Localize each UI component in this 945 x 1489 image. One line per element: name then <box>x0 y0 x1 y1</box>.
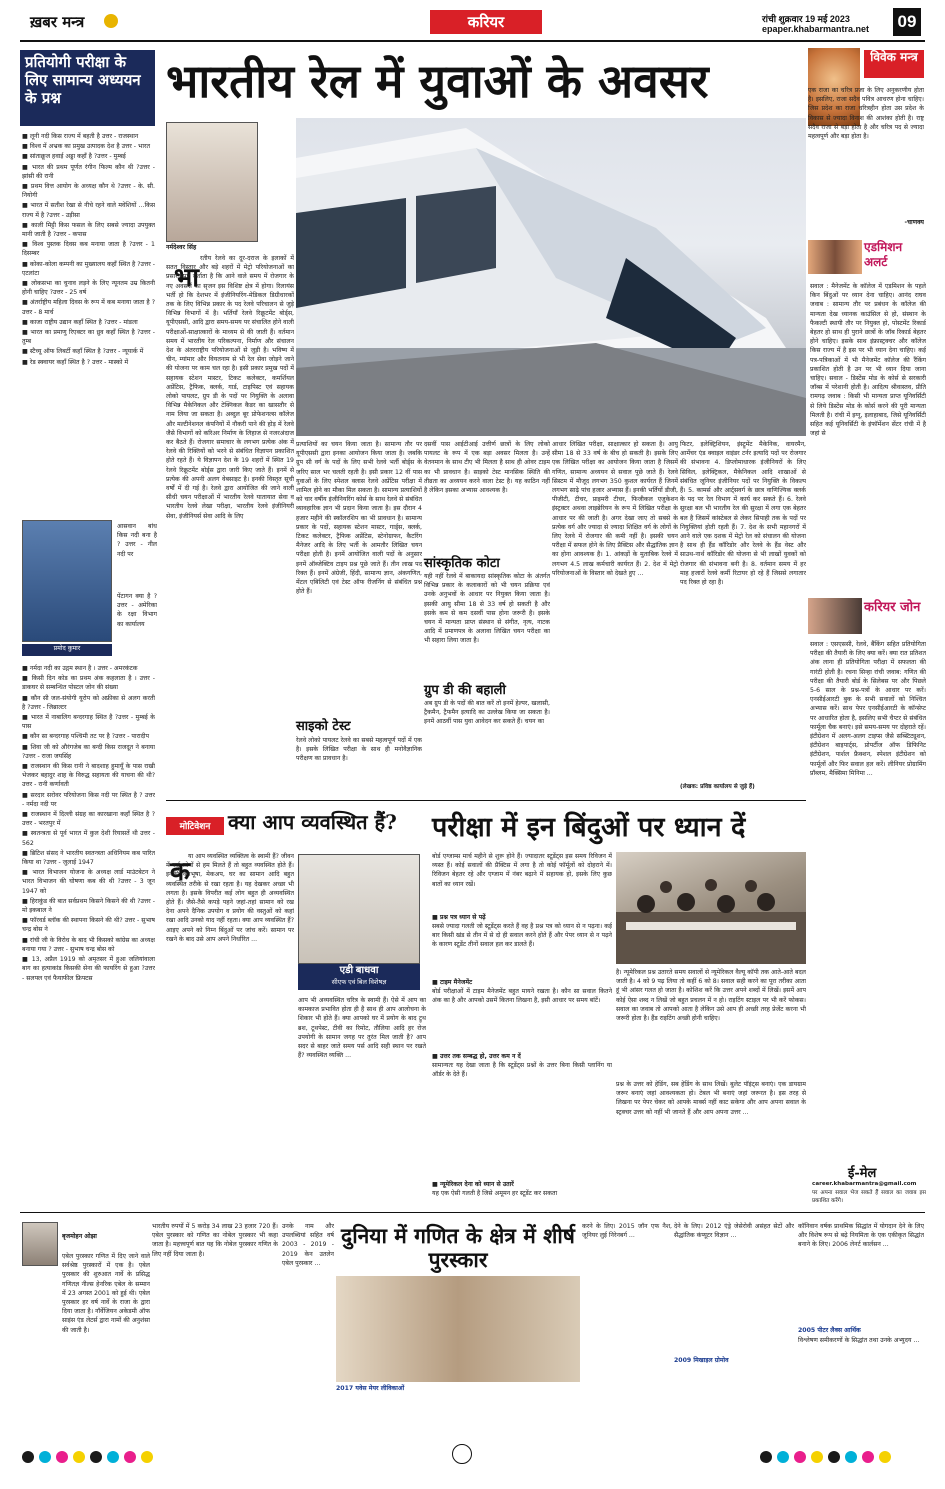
heading-cultural-quota: सांस्कृतिक कोटा <box>424 556 500 571</box>
photo-role: सीएफ एवं बिल विशेषज्ञ <box>331 979 387 986</box>
quiz-item: ■ 13, अप्रैल 1919 को अमृतसर में हुआ जलियांवाला बाग का हत्याकांड किसकी सेना की फायरिंग से हुआ ?उत्तर - सलफ्ल एवं फैयाफील फ्रिफ्टस <box>22 956 155 982</box>
quiz-item: ■ स्वतन्त्रता से पूर्व भारत में कुल देशी रियासतें थी उत्तर - 562 <box>22 830 155 847</box>
section-tag: करियर <box>430 10 542 34</box>
career-zone-title: करियर जोन <box>864 600 921 615</box>
train-photo <box>296 118 806 436</box>
quiz-item: ■ नर्मदा नदी का उद्गम स्थान है । उत्तर - अमरकंटक <box>22 665 138 672</box>
exam-column-2: प्रश्न के उत्तर को हेडिंग, सब हेडिंग के साथ लिखें। बुलेट पॉइंट्स बनाएं। एक डायग्राम जरूर बनाएं जहां आवश्यकता हो। टेबल भी बनाएं जहां जरूरत है। इस तरह से लिखना पर पेपर चेकर को आपके मार्क्स नहीं काट सकेगा और आप अपना सवाल के स्ट्रक्चर उत्तर को नहीं भी जानते हैं और आप अपना उत्तर ... <box>616 1081 806 1116</box>
motivation-header <box>166 808 426 844</box>
logo-circle-icon <box>104 14 118 28</box>
photo-name: एडी बाधवा <box>339 965 379 976</box>
exam-column-1: है। न्यूमेरिकल प्रश्न उतारते समय सवालों से न्यूमेरिकल वैल्यू कॉपी तक आते-आते बदल जाती है। 4 को 9 पढ़ लिया तो कहीं 6 को 8। सवाल सही करने का पूरा तरीका आता हूं भी आंसर गलत हो जाता है। कोशिश करें कि उत्तर अपने शब्दों में लिखें। इसमें आप कोई ऐसा शब्द न लिखें जो बहुत प्रचलन में न हो। राइटिंग स्टाइल पर भी करें फोकस। सवाल का जवाब तो आपको आता है लेकिन उसे आप ही अच्छी तरह प्रेजेंट करना भी जरूरी होता है। हैंड राइटिंग अच्छी होनी चाहिए। <box>616 969 806 1023</box>
email-note: पर अपना सवाल भेज सकते हैं सवाल का जवाब इस प्रकाशित करेंगे। <box>812 1190 926 1204</box>
epaper-url[interactable]: epaper.khabarmantra.net <box>762 24 870 34</box>
motivation-photo-caption <box>298 964 420 990</box>
quiz-item: ■ फॉरवर्ड ब्लॉक की स्थापना किसने की थी? उत्तर - सुभाष चन्द्र बोस ने <box>22 917 155 934</box>
color-dot <box>107 1451 119 1463</box>
exam-point-2-title: टाइम मैनेजमेंट <box>440 979 473 986</box>
color-dot <box>862 1451 874 1463</box>
exam-point-1-text: सबसे ज्यादा गलती जो स्टूडेंट्स करते हैं वह है प्रश्न पत्र को ध्यान से न पढ़ना। कई बार किसी खंड से तीन में से दो ही सवाल करने होते हैं और पेपर ध्यान से न पढ़ने के कारण स्टूडेंट तीनों सवाल हल कर डालते हैं। <box>432 923 612 949</box>
motivation-column-2: आप भी अव्यवस्थित चरित्र के स्वामी हैं। ऐसे में आप का कामकाज प्रभावित होता ही है साथ ही आप आलोचना के शिकार भी होते हैं। क्या आपको घर में प्रयोग के बाद ट्रुथ ब्रश, टूथपेस्ट, टीवी का रिमोट, तौलिया आदि हर रोज उपयोगी के सामान जगह पर तुरंत मिल जाती है? आप सदर से बाहर जाते समय पर्स आदि सही स्थान पर रखते हैं? व्यवस्थित व्यक्ति ... <box>298 997 426 1060</box>
exam-point-4: ■ न्यूमेरिकल देना को ध्यान से उतारें <box>432 1181 514 1188</box>
quiz-item: ■ राजस्थान में दिल्ली संग्रह का कारखाना कहाँ स्थित है ?उत्तर - भरतपुर में <box>22 811 155 828</box>
admission-text: सवाल : मैनेजमेंट के कॉलेज में एडमिशन के पहले किन बिंदुओं पर ध्यान देना चाहिए। आनंद राघव जवाब : सामान्य तौर पर प्रबंधन के कॉलेज की मान्यता देख ध्यानक काउंसिल से हो, संस्थान के फैकल्टी स्थायी तौर पर नियुक्त हो, पोस्टमेंट रिकार्ड बेहतर हो साथ ही पुराने छात्रों के जॉब रिकार्ड बेहतर होने चाहिए। इसके साथ इंफ्रास्ट्रक्चर और कॉलेज किस राज्य में है इस पर भी ध्यान देना चाहिए। कई पत्र-पत्रिकाओं में भी मैनेजमेंट कॉलेज की रैंकिंग प्रकाशित होती है उन पर भी ध्यान दिया जाना चाहिए। सवाल - डिस्टेंस मोड के कोर्स से सरकारी जॉब्स में परेशानी होती है। आदित्य श्रीवास्तव, प्रीति रामगढ़ जवाब : किसी भी मान्यता प्राप्त यूनिवर्सिटी से लिये डिस्टेंस मोड के कोर्स करने की पूरी मान्यता मिलती है। रांची में इग्नू, इलाहाबाद, जिसे यूनिवर्सिटी सहित कई यूनिवर्सिटी के इंफॉर्मेशन सेंटर रांची में है जहां से <box>810 283 926 438</box>
motivation-photo <box>298 854 420 964</box>
quiz-item: ■ राजस्थान की किस रानी ने बादशाह हुमायूँ के पास राखी भेजकर बहादुर शाह के विरुद्ध सहायता की याचना की थी?उत्तर - रानी कर्णावती <box>22 763 155 789</box>
quiz-item: ■ भारत का प्रमाणु रिएक्टर का ध्रुव कहाँ स्थित है ?उत्तर - तुम्ब <box>22 329 155 346</box>
color-dot <box>811 1451 823 1463</box>
color-dot <box>90 1451 102 1463</box>
quiz-item: ■ भारत की प्रथम पूर्णत रंगीन फिल्म कौन थी ?उत्तर - झांसी की रानी <box>22 163 155 180</box>
bottom-column-2: भारतीय रुपयों में 5 करोड़ 34 लाख 23 हजार 720 हैं। एबेल पुरस्कार को गणित का नोबेल पुरस्कार भी कहा जाता है। महत्त्वपूर्ण बात यह कि नोबेल पुरस्कार गणित के लिए नहीं दिया जाता है। <box>152 1223 278 1258</box>
heading-group-d: ग्रुप डी की बहाली <box>424 683 506 698</box>
motivation-column-1: या आप व्यवस्थित व्यक्तित्व के स्वामी हैं? जीवन में कई लोगों से हम मिलते हैं तो बहुत व्यवस्थित होते हैं। इनकी वेशभूषा, मेकअप, घर का सामान आदि बहुत व्यवस्थित तरीके से रखा रहता है। यह देखकर अच्छा भी लगता है। इसके विपरीत कई लोग बहुत ही अव्यवस्थित होते हैं। जैसे-तैसे कपड़े पहने जहां-तहां सामान को रख देना अपने दैनिक उपयोग व प्रयोग की वस्तुओं को कहां रखा आदि उनको याद नहीं रहता। क्या आप व्यवस्थित हैं? आइए अपने को निम्न बिंदुओं पर जांच करें। सामान पर रखने के बाद उसे आप अपने निर्धारित ... <box>166 853 294 943</box>
vivek-title: विवेक मन्त्र <box>864 50 924 78</box>
exam-intro: बोर्ड एग्जाम्स मार्च महीने से शुरू होने हैं। ज्यादातर स्टूडेंट्स इस समय रिविजन में व्यस्त हैं। कोई सवालों की प्रैक्टिस में लगा है तो कोई फॉर्मूलों को दोहराने में। रिविजन बेहतर रहे और एग्जाम में नंबर बढ़ाने में सहायक हो, इसके लिए कुछ बातों का ध्यान रखें। <box>432 853 612 888</box>
exam-point-1: ■ प्रश्न पत्र ध्यान से पढ़ें <box>432 914 486 921</box>
story-credit: (लेखक: प्रविष्ठ कार्यालय से जुड़े हैं) <box>680 784 755 790</box>
quiz-item: ■ शिवा जी को औरंगजेब का बन्दी किस राजदूत ने बनाया ?उत्तर - राजा जयसिंह <box>22 743 155 760</box>
story-column-1: रतीय रेलवे का दूर-दराज के इलाकों में सतत विस्तार और बड़े शहरों में मेट्रो परियोजनाओं का प्रसार स्पष्ट दर्शाता है कि आने वाले समय में रोजगार के नए अवसरों का सृजन इस विशिष्ट क्षेत्र में होगा। रिलायंस भर्ती हो कि देशभर में इंजीनियरिंग-मेडिकल डिग्रीधारकों तक के लिए विभिन्न प्रकार के पद रेलवे परिचालन से जुड़े विभिन्न विभागों में है। भर्तियाँ रेलवे रिक्रूटमेंट बोर्ड्स, यूपीएससी, आदि द्वारा समय-समय पर संचालित होने वाली परीक्षाओं-साक्षात्कारों के माध्यम से की जाती हैं। वर्तमान समय में भारतीय रेल परिकल्पना, निर्माण और संचालन देश के अंतरराष्ट्रीय परियोजनाओं से जुड़ी है। भविष्य में चीन, म्यांमार और वियतनाम से भी रेल सेवा जोड़ने जाने की योजना पर काम चल रहा है। इसी प्रकार प्रमुख पदों में सहायक स्टेशन मास्टर, टिकट कलेक्टर, कमर्शियल अप्रेंटिस, ट्रैफिक, क्लर्क, गार्ड, टाइपिस्ट एवं सहायक लोको पायलट, ग्रुप डी के पदों पर नियुक्ति के अलावा विभिन्न मैकेनिकल और टेक्निकल कैडर का खासतौर से नाम लिया जा सकता है। अब्दुल बूर प्रोफेशनल्स कॉलेज और मल्टीनेशनल कंपनियों में नौकरी पाने की होड़ में रेलवे जैसे विभागों को करिअर निर्माण के लिहाज से नजरअंदाज कर बैठते हैं। रोजगार समाचार के लगभग प्रत्येक अंक में रेलवे की रिक्तियों को भरने से संबंधित विज्ञापन प्रकाशित होते रहते हैं। ये विज्ञापन देश के 19 शहरों में स्थित 19 रेलवे रिक्रूटमेंट बोर्ड्स द्वारा जारी किए जाते हैं। इनमें से प्रत्येक की अपनी अलग वेबसाइट है। इनकी विस्तृत सूची वर्षों में दी गई है। रेलवे द्वारा आयोजित की जाने वाली सीधी चयन परीक्षाओं में भारतीय रेलवे यातायात सेवा व भारतीय रेलवे लेखा परीक्षा, भारतीय रेलवे इंजीनियरी सेवा, इंजीनियर्स सेवा आदि के लिए <box>166 255 294 520</box>
bottom-column-6: कॉनिवान वर्षक प्राथमिक सिद्धांत में योगदान देने के लिए और विशेष रूप से बढ़े नियमिता के एक एकीकृत सिद्धांत बनाने के लिए। 2006 लेनर्ट कार्लसन ... <box>798 1223 924 1249</box>
dateline: रांची शुक्रवार 19 मई 2023 <box>762 14 850 24</box>
bottom-mid-heading: 2017 यवेस मेयर लीविकाओं <box>336 1385 405 1392</box>
color-dot <box>73 1451 85 1463</box>
masthead <box>0 0 945 42</box>
side-question-2: पेंटागन क्या है ? उत्तर - अमेरिका के रक्षा विभाग का कार्यालय <box>117 593 157 628</box>
color-dot <box>845 1451 857 1463</box>
quiz-item: ■ कोका-कोला कम्पनी का मुख्यालय कहाँ स्थित है ?उत्तर - एटलांटा <box>22 260 155 277</box>
admission-header <box>808 238 926 278</box>
quiz-item: ■ कौन सा बन्दरगाह पश्चिमी तट पर है ?उत्तर - पारादीप <box>22 733 150 741</box>
color-dot <box>777 1451 789 1463</box>
quiz-item: ■ सरदार सरोवर परियोजना किस नदी पर स्थित है ? उत्तर - नर्मदा नदी पर <box>22 791 155 808</box>
exam-title: परीक्षा में इन बिंदुओं पर ध्यान दें <box>432 812 746 843</box>
divider <box>20 1212 925 1213</box>
quiz-item: ■ भारत में नाबालिग बन्दरगाह स्थित है ?उत्तर - मुम्बई के पास <box>22 714 155 731</box>
exam-point-1-title: प्रश्न पत्र ध्यान से पढ़ें <box>440 914 486 921</box>
heading-psycho-test: साइको टेस्ट <box>296 719 351 734</box>
color-dot <box>794 1451 806 1463</box>
train-illustration <box>296 118 806 436</box>
quiz-item: ■ काली मिट्टी किस फसल के लिए सबसे ज्यादा उपयुक्त मानी जाती है ?उत्तर - कपास <box>22 221 155 239</box>
exam-point-3-title: उत्तर तक सम्बद्ध हो, उत्तर कम न दें <box>440 1053 521 1060</box>
quiz-item: ■ रेड स्क्वायर कहाँ स्थित है ? उत्तर - मास्को में <box>22 358 129 366</box>
color-dot <box>828 1451 840 1463</box>
registration-mark-icon <box>452 1444 472 1464</box>
story-column-4: आधार लिखित परीक्षा, साक्षात्कार हो सकता है। आयु सीमा 18 से 33 वर्ष के बीच हो सकती है। इसके लिए एक लिखित परीक्षा का आयोजन किया जाता है जिसमें गणित, सामान्य अध्ययन से सवाल पूछे जाते हैं। रेलवे सिस्टम में मौजूद लगभग 350 कुशल कार्यरत हैं जिनमें लगभग साढ़े पांच हजार अभ्यास हैं। इनकी भर्तियों डीजी, पीजीटी, टीचर, प्राइमरी टीचर, फिजीकल एजुकेशन इंस्ट्रक्टर अथवा लाइब्रेरियन के रूप में लिखित परीक्षा के आधार पर की जाती है। अगर देखा जाए तो सबसे के प्रत्येक वर्ग और ज्यादा से ज्यादा शिक्षित वर्ग के लोगों के लिए रेलवे में रोजगार की कमी नहीं है। इसकी चयन परीक्षा में सफल होने के लिए प्रैक्टिस और सैद्धांतिक ज्ञान का होना आवश्यक है। 1. आंकड़ों के मुताबिक रेलवे में लगभग 4.5 लाख कर्मचारी कार्यरत हैं। 2. देश में मेट्रो परियोजनाओं के विस्तार को देखते हुए ... <box>552 441 678 577</box>
footer-color-dots-left <box>22 1448 202 1462</box>
bottom-title: दुनिया में गणित के क्षेत्र में शीर्ष पुरस्कार <box>341 1223 575 1272</box>
side-question: आसवान बांध किस नदी बना है ? उत्तर - नील नदी पर <box>117 523 157 558</box>
exam-point-3-text: सामान्यतः यह देखा जाता है कि स्टूडेंट्स प्रश्नों के उत्तर बिना किसी प्लानिंग या ऑर्डर के देते हैं। <box>432 1062 612 1079</box>
color-dot <box>141 1451 153 1463</box>
bottom-peter-heading: 2005 पीटर लैक्स आर्थिक <box>798 1327 861 1334</box>
quiz-item: ■ विश्व पुस्तक दिवस कब मनाया जाता है ?उत्तर - 1 दिसम्बर <box>22 241 155 258</box>
quiz-item: ■ कौन सी जल-संयोगी यूरोप को अफ्रीका से अलग करती है ?उत्तर - जिब्राल्टर <box>22 694 155 711</box>
exam-point-2-text: बोर्ड परीक्षाओं में टाइम मैनेजमेंट बहुत मायने रखता है। कौन सा सवाल कितने अंक का है और आपको उसमें कितना लिखना है, इसी आधार पर समय बांटें। <box>432 988 612 1005</box>
bottom-column-3: उनके नाम और उपलब्धियां सहित वर्ष 2003 - 2019 - 2019 केन उतलेन एबेल पुरस्कार ... <box>282 1223 334 1267</box>
exam-point-4-title: न्यूमेरिकल देना को ध्यान से उतारें <box>440 1181 514 1188</box>
students-illustration <box>808 240 862 274</box>
color-dot <box>39 1451 51 1463</box>
exam-point-4-text: यह एक ऐसी गलती है जिसे अमूमन हर स्टूडेंट कर सकता <box>432 1190 558 1197</box>
psycho-test-text: रेलवे लोको पायलट रेलवे का सबसे महत्वपूर्ण पदों में एक है। इसके लिखित परीक्षा के साथ ही मनोवैज्ञानिक परीक्षण का प्रावधान है। <box>296 737 422 763</box>
quiz-item: ■ किसी दिन कोड का प्रथम अंक कहलाता है । उत्तर - डाकघर से सम्बन्धित पोस्टल जोन की संख्या <box>22 675 155 692</box>
bottom-column-6b: विश्लेषण समीकरणों के सिद्धांत तथा उनके अभ्युदय ... <box>798 1337 920 1344</box>
quiz-item: ■ स्टैच्यू ऑफ लिबर्टी कहाँ स्थित है ?उत्तर - न्यूयार्क में <box>22 348 144 356</box>
quiz-item: ■ भारत विभाजन योजना के अध्यक्ष लार्ड माउंटबेटन ने भारत विभाजन की घोषणा कब की थी ?उत्तर - 3 जून 1947 को <box>22 869 155 895</box>
vivek-author: -चाणक्य <box>904 219 924 226</box>
color-dot <box>22 1451 34 1463</box>
vivek-text: एक राजा का चरित्र प्रजा के लिए अनुकरणीय होता है। इसलिए, राजा सदैव पवित्र आचरण होना चाहिए। जिस प्रदेश का राजा चरित्रहीन होता उस प्रदेश के विकास से ज्यादा विनाश की आशंका होती है। राष्ट्र सदैव राजा से बड़ा होता है और चरित्र पद से ज्यादा महत्वपूर्ण और बड़ा होता है। <box>808 87 924 141</box>
story-column-2: प्रत्याशियों का चयन किया जाता है। सामान्य तौर पर यूपीएससी द्वारा इनका आयोजन किया जाता है। जबकि ग्रुप सी वर्ग के पदों के लिए सभी रेलवे भर्ती बोर्ड्स के जरिए साल भर चलती रहती है। इसी प्रकार 12 वीं पास युवाओं के लिए स्पेशल क्लास रेलवे अप्रेंटिस परीक्षा में शामिल होने का मौका मिल सकता है। सामान्य प्रत्याशियों को चार वर्षीय इंजीनियरिंग कोर्स के साथ रेलवे से संबंधित व्यावहारिक ज्ञान भी प्रदान किया जाता है। इस दौरान 4 हजार महीने की स्कॉलरशिप का भी प्रावधान है। सामान्य प्रकार के पदों, सहायक स्टेशन मास्टर, गार्ड्स, क्लर्क, टिकट कलेक्टर, ट्रैफिक अप्रेंटिस, स्टेनोग्राफर, कैटरिंग मैनेजर आदि के लिए भर्ती के आमतौर लिखित चयन परीक्षा होती है। इनमें आयोजित वाली पदों के अनुसार इनमें ऑब्जेक्टिव टाइप प्रश्न पूछे जाते हैं। तीन लाख पद रिक्त हैं। इनमें अंग्रेजी, हिंदी, सामान्य ज्ञान, अंकगणित, मेंटल एबिलिटी एवं टेस्ट ऑफ रीजनिंग से संबंधित प्रश्न होते हैं। <box>296 441 422 596</box>
quiz-item: ■ लोकसभा का चुनाव लड़ने के लिए न्यूनतम उम्र कितनी होनी चाहिए ?उत्तर - 25 वर्ष <box>22 280 155 297</box>
author-photo-main <box>166 122 258 242</box>
color-dot <box>124 1451 136 1463</box>
quiz-item: ■ सांताक्रूज हवाई अड्डा कहाँ है ?उत्तर - मुम्बई <box>22 153 126 161</box>
left-column-title: प्रतियोगी परीक्षा के लिए सामान्य अध्ययन के प्रश्न <box>20 50 155 126</box>
author-photo <box>22 520 112 642</box>
email-address[interactable]: career.khabarmantra@gmail.com <box>812 1181 917 1187</box>
color-dot <box>760 1451 772 1463</box>
group-d-text: अब ग्रुप डी के पदों की बात करें तो इनमें हेल्पर, खलासी, ट्रैकमैन, ट्रैफमैन इत्यादि का उल्लेख किया जा सकता है। इनमें आठवीं पास युवा आवेदन कर सकते हैं। चयन का <box>424 700 550 726</box>
exam-hall-photo <box>616 852 806 964</box>
quiz-list <box>22 132 155 517</box>
dropcap: भा <box>174 263 200 293</box>
bottom-column-1: एबेल पुरस्कार गणित में दिए जाने वाले सर्वश्रेष्ठ पुरस्कारों में एक है। एबेल पुरस्कार की शुरुआत नार्वे के प्रसिद्ध गणितज्ञ नील्स हेनरिक एबेल के सम्मान में 23 अगस्त 2001 को हुई थी। एबेल पुरस्कार हर वर्ष नार्वे के राजा के द्वारा दिया जाता है। नॉर्वेजियन अकेडमी ऑफ साइंस एंड लेटर्स द्वारा नामों की अनुशंसा की जाती है। <box>62 1253 150 1334</box>
divider <box>166 800 806 801</box>
quiz-item: ■ लूनी नदी किस राज्य में बहती है उत्तर - राजस्थान <box>22 133 139 140</box>
quiz-item: ■ अंतर्राष्ट्रीय महिला दिवस के रूप में कब मनाया जाता है ?उत्तर - 8 मार्च <box>22 299 155 316</box>
bottom-author-name: बृजमोहन ओझा <box>62 1233 97 1240</box>
quiz-item: ■ काजा राष्ट्रीय उद्यान कहाँ स्थित है ?उत्तर - मांडला <box>22 318 138 326</box>
quiz-item: ■ प्रथम वित्त आयोग के अध्यक्ष कौन थे ?उत्तर - के. सी. नियोगी <box>22 183 155 200</box>
main-headline: भारतीय रेल में युवाओं के अवसर <box>166 54 709 108</box>
quiz-item: ■ भारत में सतीश रेखा से नीचे रहने वाले मवेशियों ...किस राज्य में है ?उत्तर - उड़ीसा <box>22 202 155 219</box>
motivation-dropcap: क <box>170 857 190 887</box>
story-column-5: फिटर, इलेक्ट्रिशियन, इंस्ट्रूमेंट मैकेनिक, वायरमैन, आर्मेचर एंड क्वाइल वाइंडर टर्नर इत्यादि पदों पर रोजगार की संभावना 4. डिप्लोमाधारक इंजीनियरों के लिए सिविल, इलेक्ट्रिकल, मैकेनिकल आदि शाखाओं से संबंधित जूनियर इंजीनियर पदों पर नियुक्ति के विकल्प हैं। 5. कामर्स और आर्ट्सवर्ग के छात्र वाणिज्यिक क्लर्क के पद पर रेल विभाग में कार्य कर सकते हैं। 6. रेलवे सुरक्षा बल भी भारतीय रेल की सुरक्षा में लगा एक बेहतर बल है जिसमें कांस्टेबल से लेकर सिपाही तक के पदों पर नियुक्तियां होती रहती हैं। 7. देश के सभी महानगरों में आने वाले एक दशक में मेट्रो रेल को संचालन की योजना है साथ ही हैंड कॉरिडोर और रेलवे के हैंड वेस्ट और साउथ-नार्थ कॉरिडोर की योजना से भी लाखों युवकों को रोजगार की संभावना बनी है। 8. वर्तमान समय में हर माह हजारों रेलवे कर्मी रिटायर हो रहे हैं जिससे लगातार पद रिक्त हो रहा है। <box>680 441 806 587</box>
color-dot <box>879 1451 891 1463</box>
career-zone-text: सवाल : एसएससी, रेलवे, बैंकिंग सहित प्रतियोगिता परीक्षा की तैयारी के लिए क्या करें। क्या रात प्रतिशत अंक लाना ही प्रतियोगिता परीक्षा में सफलता की गारंटी होती है। रचना सिन्हा रांची जवाब: गणित की परीक्षा की तैयारी बोर्ड के सिलेबस पर और पिछले 5-6 साल के प्रश्न-पत्रों के आधार पर करें। एनसीईआरटी बुक के सभी सवालों को निश्चित अभ्यास करें। साथ पेपर एनसीईआरटी के कॉन्सेप्ट पर आधारित होता है, इसलिए सभी चैप्टर से संबंधित फार्मूला चैक बनाएं। इसे समय-समय पर दोहराते रहें। इंटीग्रेशन में अलग-अलग टाइप्स जैसे सब्स्टिट्यूशन, इंटीग्रेशन बाइपार्ट्स, प्रोपर्टीज ऑफ डिफिनिट इंटीग्रेशन, पार्शल फ्रैक्शन, स्पेशल इंटीग्रेशन को फार्मूलों और फिर सवाल हल करें। लीनियर प्रोग्रामिंग प्रॉब्लम, मैक्सिमा मिनिमा ... <box>810 641 926 777</box>
exam-point-3: ■ उत्तर तक सम्बद्ध हो, उत्तर कम न दें <box>432 1053 521 1060</box>
career-zone-header <box>808 596 926 636</box>
motivation-tag: मोटिवेशन <box>166 817 224 835</box>
math-photo <box>336 1276 580 1382</box>
bottom-mikhail-heading: 2009 मिखाइल ग्रोमोव <box>674 1357 729 1364</box>
bottom-author-photo <box>22 1222 58 1266</box>
quiz-item: ■ हिराकुंड की बात सर्वप्रथम किसने किसने की थी ?उत्तर - मो इकबाल ने <box>22 897 155 915</box>
vivek-box <box>808 46 926 234</box>
cultural-quota-text: यही नहीं रेलवे में बाकायदा सांस्कृतिक कोटा के अंतर्गत विभिन्न प्रकार के कलाकारों को भी चयन प्रक्रिया एवं उनके अनुभवों के आधार पर नियुक्त किया जाता है। इसकी आयु सीमा 18 से 33 वर्ष हो सकती है और इसके कम से कम दसवीं पास होना जरूरी है। इसके चयन में मान्यता प्राप्त संस्थान से संगीत, नृत्य, नाटक आदि में प्रमाणपत्र के अलावा लिखित चयन परीक्षा का भी सहारा लिया जाता है। <box>424 573 550 645</box>
quiz-item: ■ ब्रिटिश संसद ने भारतीय स्वतन्त्रता अधिनियम कब पारित किया था ?उत्तर - जुलाई 1947 <box>22 849 155 867</box>
photo-caption: प्रमोद कुमार <box>22 644 112 656</box>
masthead-logo[interactable]: ख़बर मन्त्र <box>30 13 85 31</box>
bottom-column-4: करने के लिए। 2015 जॉन एफ नैश, जूनियर लुई निरेनबर्ग ... <box>582 1223 672 1240</box>
bottom-column-5: देने के लिए। 2012 एंड्रे जेसेरोवी असंहत सेटों और सैद्धांतिक कंप्यूटर विज्ञान ... <box>674 1223 794 1240</box>
quiz-item: ■ विश्व में अभ्रक का प्रमुख उत्पादक देश है उत्तर - भारत <box>22 143 151 151</box>
career-photo <box>808 598 862 634</box>
quiz-list-2 <box>22 664 155 1199</box>
classroom-illustration <box>616 852 806 964</box>
footer-color-dots-right <box>760 1448 930 1462</box>
author-caption: नर्मदेश्वर सिंह <box>166 244 197 251</box>
quiz-item: ■ रांची जी के विरोध के बाद भी किसको कांग्रेस का अध्यक्ष बनाया गया ? उत्तर - सुभाष चन्द्र बोस को <box>22 936 155 953</box>
motivation-title: क्या आप व्यवस्थित हैं? <box>228 810 397 834</box>
exam-point-2: ■ टाइम मैनेजमेंट <box>432 979 473 986</box>
color-dot <box>56 1451 68 1463</box>
story-column-3: दसवीं पास आईटीआई उत्तीर्ण छात्रों के लिए लोको पायलट के रूप में एक बड़ा अवसर मिलता है। उन्हें वेतनमान के साथ टीए भी मिलता है साथ ही ओवर टाइम का भी प्रावधान है। साइको टेस्ट मानसिक स्थिति की तीव्रता का अध्ययन करने वाला टेस्ट है। यह काठिन नहीं है लेकिन इसका अभ्यास आवश्यक है। <box>424 441 550 495</box>
admission-title: एडमिशन अलर्ट <box>864 240 903 269</box>
page-number: 09 <box>893 8 921 36</box>
divider <box>20 40 925 42</box>
email-label: ई-मेल <box>848 1166 877 1181</box>
